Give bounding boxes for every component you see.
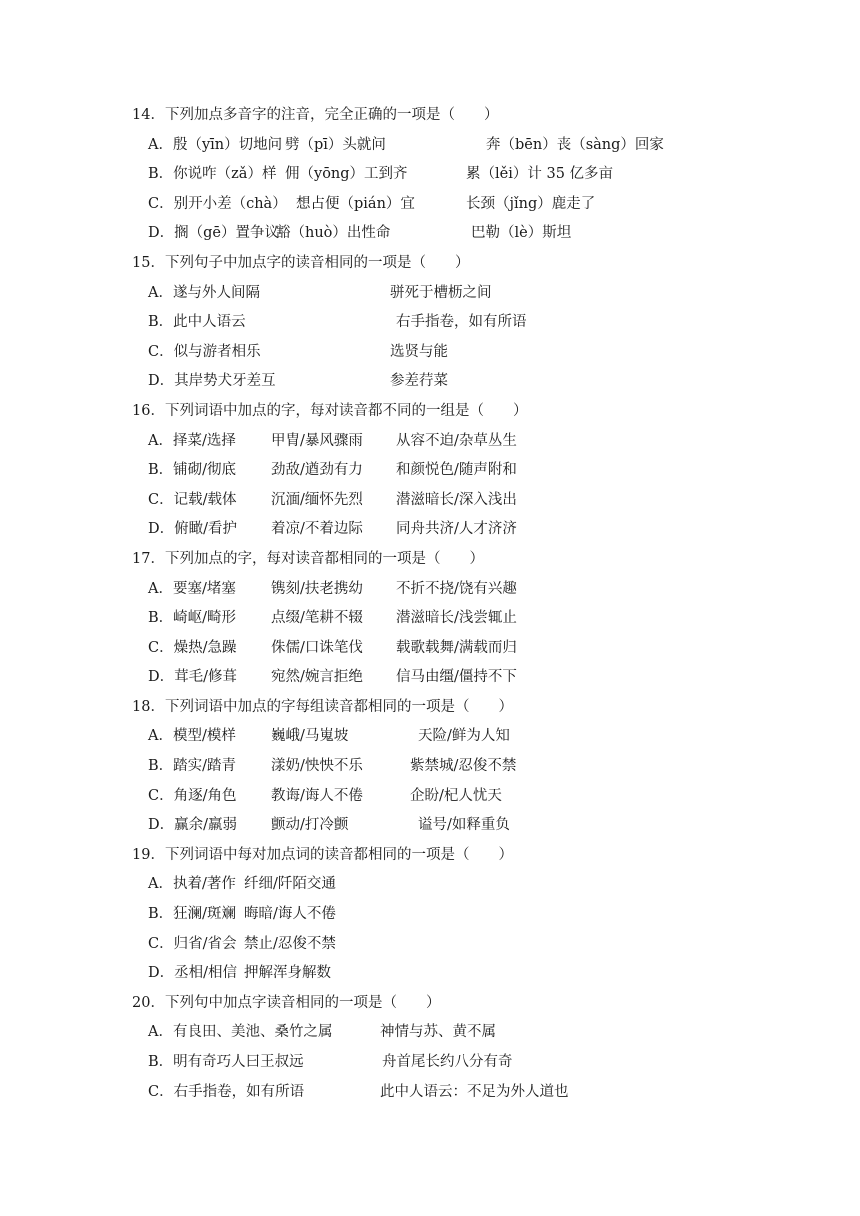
- option-row: [132, 162, 832, 192]
- option-row: [132, 724, 832, 754]
- option-row: [132, 488, 832, 518]
- option-item: 不折不挠/饶有兴趣: [396, 580, 517, 597]
- option-label-text: A．遂与外人间隔: [148, 284, 260, 301]
- option-label-text: C．归省/省会: [148, 935, 237, 952]
- option-item: 累（lěi）计 35 亿多亩: [466, 166, 614, 183]
- option-label-text: B．铺砌/彻底: [148, 462, 237, 479]
- option-row: [132, 133, 832, 163]
- option-row: [132, 1050, 832, 1080]
- question-stem: 15．下列句子中加点字的读音相同的一项是（ ）: [132, 254, 470, 271]
- option-label-text: B．狂澜/斑斓: [148, 906, 237, 923]
- option-row: [132, 340, 832, 370]
- option-label-text: A．殷（yīn）切地问: [148, 136, 283, 153]
- option-item: 紫禁城/忍俊不禁: [410, 758, 517, 775]
- option-row: [132, 458, 832, 488]
- question-stem: 19．下列词语中每对加点词的读音都相同的一项是（ ）: [132, 846, 513, 863]
- option-item: 漾奶/怏怏不乐: [271, 758, 363, 775]
- option-label-text: B．崎岖/畸形: [148, 610, 237, 627]
- option-row: [132, 1020, 832, 1050]
- option-item: 舟首尾长约八分有奇: [382, 1054, 513, 1070]
- option-row: [132, 369, 832, 399]
- option-item: 点缀/笔耕不辍: [271, 610, 363, 627]
- option-item: 骈死于槽枥之间: [390, 284, 492, 301]
- option-label-text: C．右手指卷，如有所语: [148, 1083, 305, 1100]
- option-row: [132, 1080, 832, 1110]
- option-label-text: D．俯瞰/看护: [148, 521, 238, 538]
- option-label-text: C．燥热/急躁: [148, 639, 237, 656]
- option-row: [132, 429, 832, 459]
- option-label-text: C．似与游者相乐: [148, 343, 261, 360]
- option-label-text: B．你说咋（zǎ）样: [148, 166, 277, 183]
- option-item: 信马由缰/僵持不下: [396, 669, 517, 686]
- option-item: 和颜悦色/随声附和: [396, 462, 517, 479]
- option-item: 禁止/忍俊不禁: [244, 935, 336, 952]
- option-item: 劲敌/遒劲有力: [271, 462, 363, 479]
- option-row: [132, 961, 832, 991]
- question-stem: 17．下列加点的字，每对读音都相同的一项是（ ）: [132, 550, 484, 567]
- option-label-text: A．有良田、美池、桑竹之属: [148, 1024, 333, 1041]
- option-label-text: D．其岸势犬牙差互: [148, 373, 276, 390]
- option-item: 潜滋暗长/深入浅出: [396, 491, 517, 508]
- question-list: [132, 103, 832, 1109]
- option-item: 天险/鲜为人知: [418, 728, 510, 745]
- option-item: 右手指卷，如有所语: [396, 314, 527, 331]
- option-item: 沉湎/缅怀先烈: [271, 491, 363, 508]
- option-item: 劈（pī）头就问: [285, 136, 386, 153]
- option-item: 纤细/阡陌交通: [244, 876, 336, 893]
- option-row: [132, 310, 832, 340]
- option-item: 宛然/婉言拒绝: [271, 669, 363, 686]
- option-row: [132, 813, 832, 843]
- option-label-text: C．记载/载体: [148, 491, 237, 508]
- option-row: [132, 606, 832, 636]
- option-item: 同舟共济/人才济济: [396, 521, 517, 538]
- option-item: 长颈（jǐng）鹿走了: [466, 195, 596, 212]
- option-label-text: C．别开小差（chà）: [148, 195, 287, 212]
- option-row: [132, 517, 832, 547]
- option-row: [132, 577, 832, 607]
- option-label-text: D．搁（gē）置争议: [148, 225, 279, 242]
- option-row: [132, 281, 832, 311]
- option-item: 想占便（pián）宜: [296, 195, 415, 212]
- option-item: 此中人语云：不足为外人道也: [380, 1083, 569, 1100]
- option-label-text: C．角逐/角色: [148, 787, 237, 804]
- option-row: [132, 192, 832, 222]
- question-stem: 14．下列加点多音字的注音，完全正确的一项是（ ）: [132, 107, 499, 123]
- option-item: 巍峨/马嵬坡: [271, 728, 349, 745]
- option-label-text: B．此中人语云: [148, 314, 246, 331]
- option-row: [132, 636, 832, 666]
- option-label-text: B．踏实/踏青: [148, 758, 237, 775]
- option-label-text: D．丞相/相信: [148, 965, 238, 982]
- option-item: 奔（bēn）丧（sàng）回家: [486, 136, 664, 153]
- option-item: 颤动/打冷颤: [271, 817, 349, 834]
- option-item: 载歌载舞/满载而归: [396, 639, 517, 656]
- option-item: 豁（huò）出性命: [276, 225, 391, 242]
- option-row: [132, 665, 832, 695]
- option-item: 谥号/如释重负: [418, 817, 510, 834]
- option-label-text: A．择菜/选择: [148, 432, 236, 449]
- option-item: 晦暗/诲人不倦: [244, 906, 336, 923]
- option-item: 镌刻/扶老携幼: [271, 580, 363, 597]
- option-label-text: A．要塞/堵塞: [148, 580, 236, 597]
- option-item: 巴勒（lè）斯坦: [471, 225, 572, 242]
- option-row: [132, 221, 832, 251]
- option-label-text: A．执着/著作: [148, 876, 236, 893]
- option-item: 佣（yōng）工到齐: [285, 166, 408, 183]
- option-item: 侏儒/口诛笔伐: [271, 639, 363, 656]
- option-item: 神情与苏、黄不属: [380, 1024, 496, 1041]
- option-row: [132, 872, 832, 902]
- question-stem: 16．下列词语中加点的字，每对读音都不同的一组是（ ）: [132, 402, 528, 419]
- option-label-text: B．明有奇巧人曰王叔远: [148, 1054, 304, 1070]
- option-label-text: A．模型/模样: [148, 728, 236, 745]
- option-row: [132, 754, 832, 784]
- option-label-text: D．茸毛/修葺: [148, 669, 238, 686]
- option-item: 教诲/诲人不倦: [271, 787, 363, 804]
- option-item: 企盼/杞人忧天: [410, 787, 502, 804]
- option-row: [132, 902, 832, 932]
- option-label-text: D．赢余/羸弱: [148, 817, 238, 834]
- question-stem: 18．下列词语中加点的字每组读音都相同的一项是（ ）: [132, 698, 513, 715]
- option-item: 参差荇菜: [390, 373, 448, 390]
- question-stem: 20．下列句中加点字读音相同的一项是（ ）: [132, 994, 441, 1011]
- option-item: 选贤与能: [390, 343, 448, 360]
- option-row: [132, 932, 832, 962]
- option-item: 甲胄/暴风骤雨: [271, 432, 363, 449]
- option-item: 着凉/不着边际: [271, 521, 363, 538]
- option-item: 押解浑身解数: [244, 965, 331, 982]
- option-row: [132, 784, 832, 814]
- option-item: 从容不迫/杂草丛生: [396, 432, 517, 449]
- option-item: 潜滋暗长/浅尝辄止: [396, 610, 517, 627]
